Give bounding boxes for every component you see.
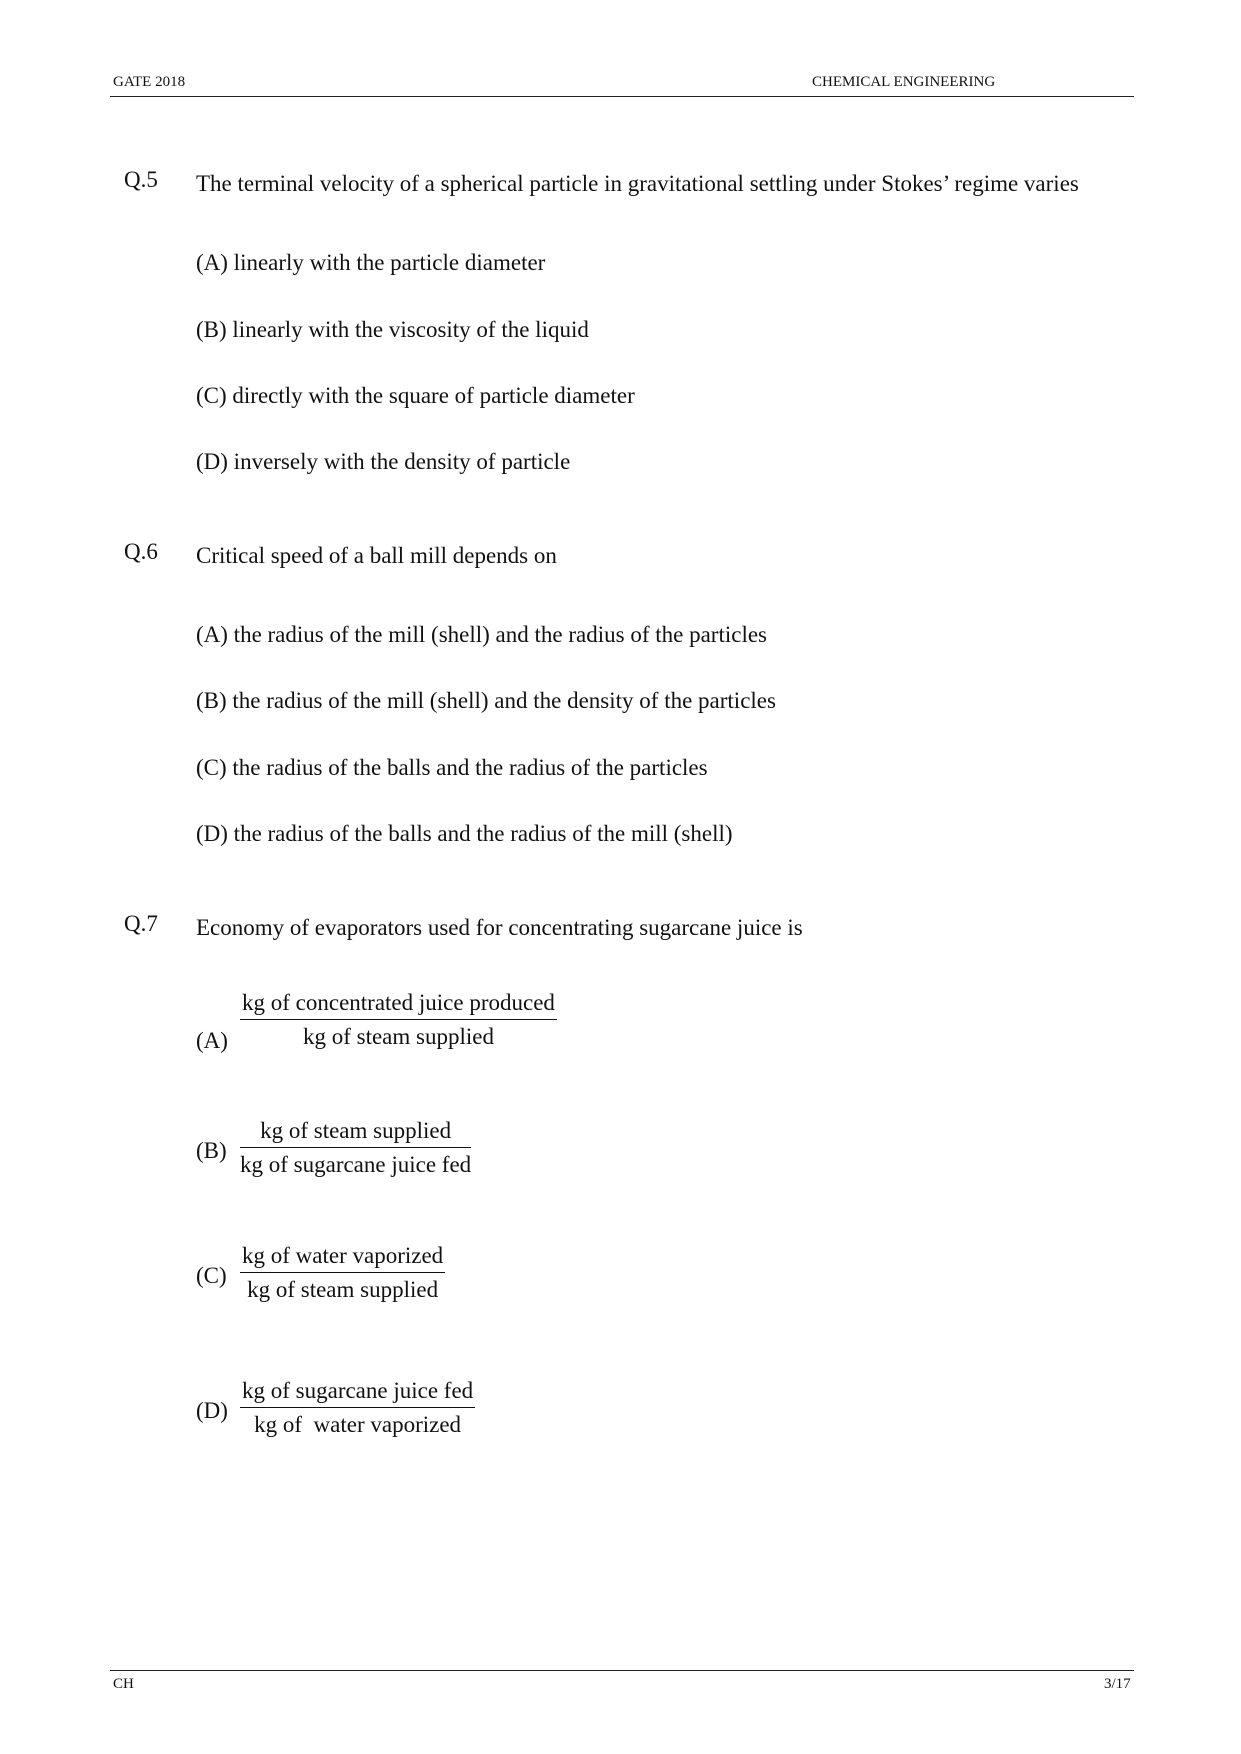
fraction: [240, 1243, 445, 1303]
q6-option-c: (C) the radius of the balls and the radius of the particles: [196, 755, 708, 780]
fraction-denominator: kg of water vaporized: [254, 1412, 462, 1437]
q6-option-a: (A) the radius of the mill (shell) and the radius of the particles: [196, 622, 767, 647]
q5-option-a: (A) linearly with the particle diameter: [196, 250, 546, 275]
fraction-numerator: kg of concentrated juice produced: [240, 990, 557, 1020]
paper-code: CH: [113, 1676, 134, 1692]
question-text-6: Critical speed of a ball mill depends on: [196, 543, 557, 568]
fraction-denominator: kg of steam supplied: [247, 1277, 439, 1302]
fraction: [240, 1118, 471, 1178]
q6-option-b: (B) the radius of the mill (shell) and the density of the particles: [196, 688, 776, 713]
fraction-numerator: kg of sugarcane juice fed: [240, 1378, 475, 1408]
page-number: 3/17: [1104, 1676, 1131, 1692]
question-text-7: Economy of evaporators used for concentrating sugarcane juice is: [196, 915, 803, 940]
q5-option-d: (D) inversely with the density of particle: [196, 449, 571, 474]
option-label: (C): [196, 1263, 227, 1288]
fraction: [240, 1378, 475, 1438]
fraction-denominator: kg of sugarcane juice fed: [240, 1152, 472, 1177]
question-number-7: Q.7: [124, 911, 158, 936]
fraction-numerator: kg of water vaporized: [240, 1243, 445, 1273]
exam-title: GATE 2018: [113, 74, 186, 90]
fraction-numerator: kg of steam supplied: [240, 1118, 471, 1148]
footer-divider: [110, 1670, 1134, 1671]
option-label: (B): [196, 1138, 227, 1163]
page-header: [110, 74, 1134, 97]
q6-option-d: (D) the radius of the balls and the radius of the mill (shell): [196, 821, 733, 846]
paper-subject: CHEMICAL ENGINEERING: [812, 74, 996, 90]
option-label: (D): [196, 1398, 228, 1423]
question-number-6: Q.6: [124, 539, 158, 564]
fraction: [240, 990, 557, 1050]
question-number-5: Q.5: [124, 167, 158, 192]
fraction-denominator: kg of steam supplied: [302, 1024, 494, 1049]
q5-option-c: (C) directly with the square of particle diameter: [196, 383, 635, 408]
q5-option-b: (B) linearly with the viscosity of the liquid: [196, 317, 589, 342]
option-label: (A): [196, 1028, 228, 1053]
question-text-5: The terminal velocity of a spherical particle in gravitational settling under Stokes’ regime varies: [196, 171, 1079, 196]
